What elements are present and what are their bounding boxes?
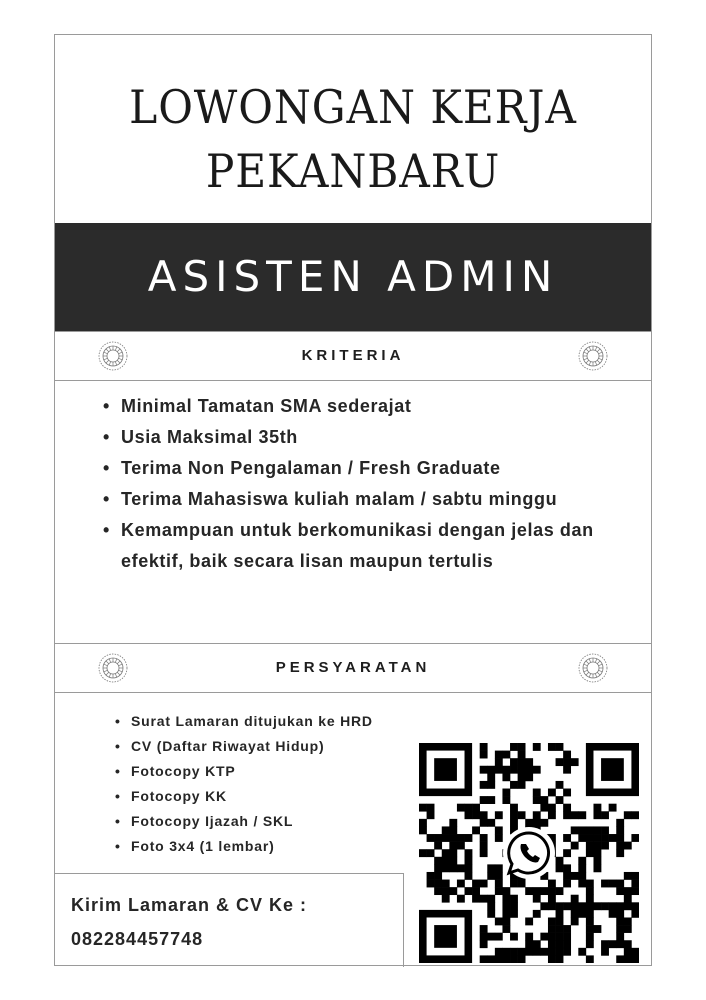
whatsapp-qr-code[interactable]	[419, 743, 639, 963]
contact-label: Kirim Lamaran & CV Ke :	[71, 895, 308, 915]
title-line-1: LOWONGAN KERJA	[129, 80, 577, 134]
title-line-2: PEKANBARU	[205, 144, 501, 198]
requirements-list	[115, 709, 373, 859]
requirements-header	[55, 643, 651, 693]
contact-box	[55, 873, 404, 967]
list-item: • Terima Mahasiswa kuliah malam / sabtu minggu	[103, 484, 633, 515]
mandala-ornament-icon	[577, 652, 609, 684]
list-item: • Terima Non Pengalaman / Fresh Graduate	[103, 453, 633, 484]
requirements-heading: PERSYARATAN	[275, 659, 431, 676]
criteria-heading: KRITERIA	[301, 347, 405, 364]
position-banner: ASISTEN ADMIN	[55, 223, 651, 331]
mandala-ornament-icon	[97, 340, 129, 372]
criteria-list	[103, 391, 633, 577]
list-item: • CV (Daftar Riwayat Hidup)	[115, 734, 373, 759]
list-item: • Minimal Tamatan SMA sederajat	[103, 391, 633, 422]
contact-phone[interactable]: 082284457748	[71, 929, 204, 949]
list-item: • Foto 3x4 (1 lembar)	[115, 834, 373, 859]
job-poster	[54, 34, 652, 966]
list-item: • Usia Maksimal 35th	[103, 422, 633, 453]
mandala-ornament-icon	[577, 340, 609, 372]
whatsapp-icon	[503, 827, 555, 879]
list-item: • Kemampuan untuk berkomunikasi dengan jelas dan efektif, baik secara lisan maupun tertulis	[103, 515, 633, 577]
criteria-header	[55, 331, 651, 381]
poster-title	[55, 75, 651, 203]
list-item: • Fotocopy KK	[115, 784, 373, 809]
mandala-ornament-icon	[97, 652, 129, 684]
list-item: • Surat Lamaran ditujukan ke HRD	[115, 709, 373, 734]
list-item: • Fotocopy Ijazah / SKL	[115, 809, 373, 834]
list-item: • Fotocopy KTP	[115, 759, 373, 784]
